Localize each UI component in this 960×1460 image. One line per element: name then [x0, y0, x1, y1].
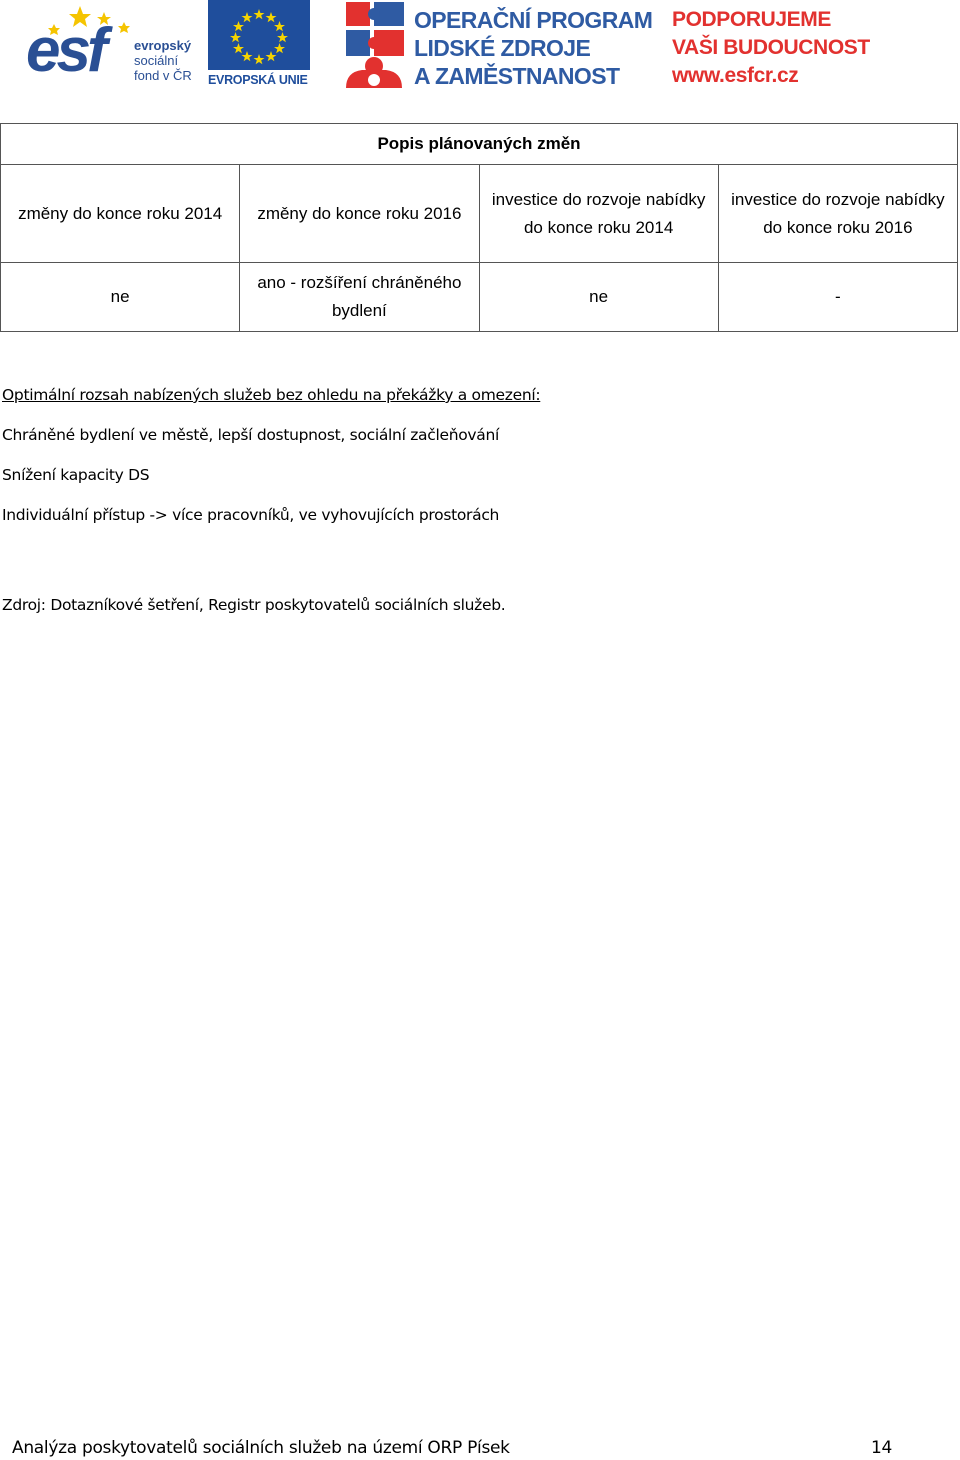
table-title-row — [1, 124, 958, 165]
op-line1: OPERAČNÍ PROGRAM — [414, 7, 653, 33]
op-puzzle-person-icon — [344, 0, 406, 88]
optimal-scope-line-3: Individuální přístup -> více pracovníků, ve vyhovujících prostorách — [2, 506, 500, 524]
optimal-scope-heading: Optimální rozsah nabízených služeb bez ohledu na překážky a omezení: — [2, 386, 541, 404]
page-number: 14 — [870, 1438, 892, 1458]
table-row — [1, 263, 958, 332]
planned-changes-table — [0, 123, 958, 332]
eu-flag-icon — [208, 0, 310, 70]
header-changes-2016: změny do konce roku 2016 — [240, 165, 479, 263]
optimal-scope-line-1: Chráněné bydlení ve městě, lepší dostupnost, sociální začleňování — [2, 426, 500, 444]
table-header-row — [1, 165, 958, 263]
header-investment-2016: investice do rozvoje nabídky do konce roku 2016 — [718, 165, 957, 263]
page-footer — [12, 1436, 892, 1460]
eu-logo — [208, 0, 312, 92]
source-note: Zdroj: Dotazníkové šetření, Registr poskytovatelů sociálních služeb. — [2, 596, 506, 614]
optimal-scope-line-2: Snížení kapacity DS — [2, 466, 150, 484]
esf-logo — [26, 2, 200, 90]
esf-caption — [134, 38, 192, 83]
motto-url: www.esfcr.cz — [672, 64, 799, 87]
esf-wordmark: esf — [26, 16, 104, 85]
cell-investment-2016: - — [718, 263, 957, 332]
table-title: Popis plánovaných změn — [1, 124, 958, 165]
esf-motto — [672, 6, 870, 90]
motto-line1: PODPORUJEME — [672, 8, 831, 31]
header-investment-2014: investice do rozvoje nabídky do konce roku 2014 — [479, 165, 718, 263]
cell-investment-2014: ne — [479, 263, 718, 332]
logo-banner — [0, 0, 960, 100]
op-line3: A ZAMĚSTNANOST — [414, 63, 620, 89]
esf-caption-line2: sociální — [134, 53, 179, 68]
esf-caption-line3: fond v ČR — [134, 68, 192, 83]
cell-changes-2016: ano - rozšíření chráněného bydlení — [240, 263, 479, 332]
eu-caption: EVROPSKÁ UNIE — [208, 73, 308, 87]
motto-line2: VAŠI BUDOUCNOST — [672, 36, 870, 59]
esf-caption-line1: evropský — [134, 38, 192, 53]
cell-changes-2014: ne — [1, 263, 240, 332]
op-program-name — [414, 6, 652, 90]
header-changes-2014: změny do konce roku 2014 — [1, 165, 240, 263]
footer-title: Analýza poskytovatelů sociálních služeb na území ORP Písek — [12, 1438, 510, 1458]
op-line2: LIDSKÉ ZDROJE — [414, 35, 591, 61]
